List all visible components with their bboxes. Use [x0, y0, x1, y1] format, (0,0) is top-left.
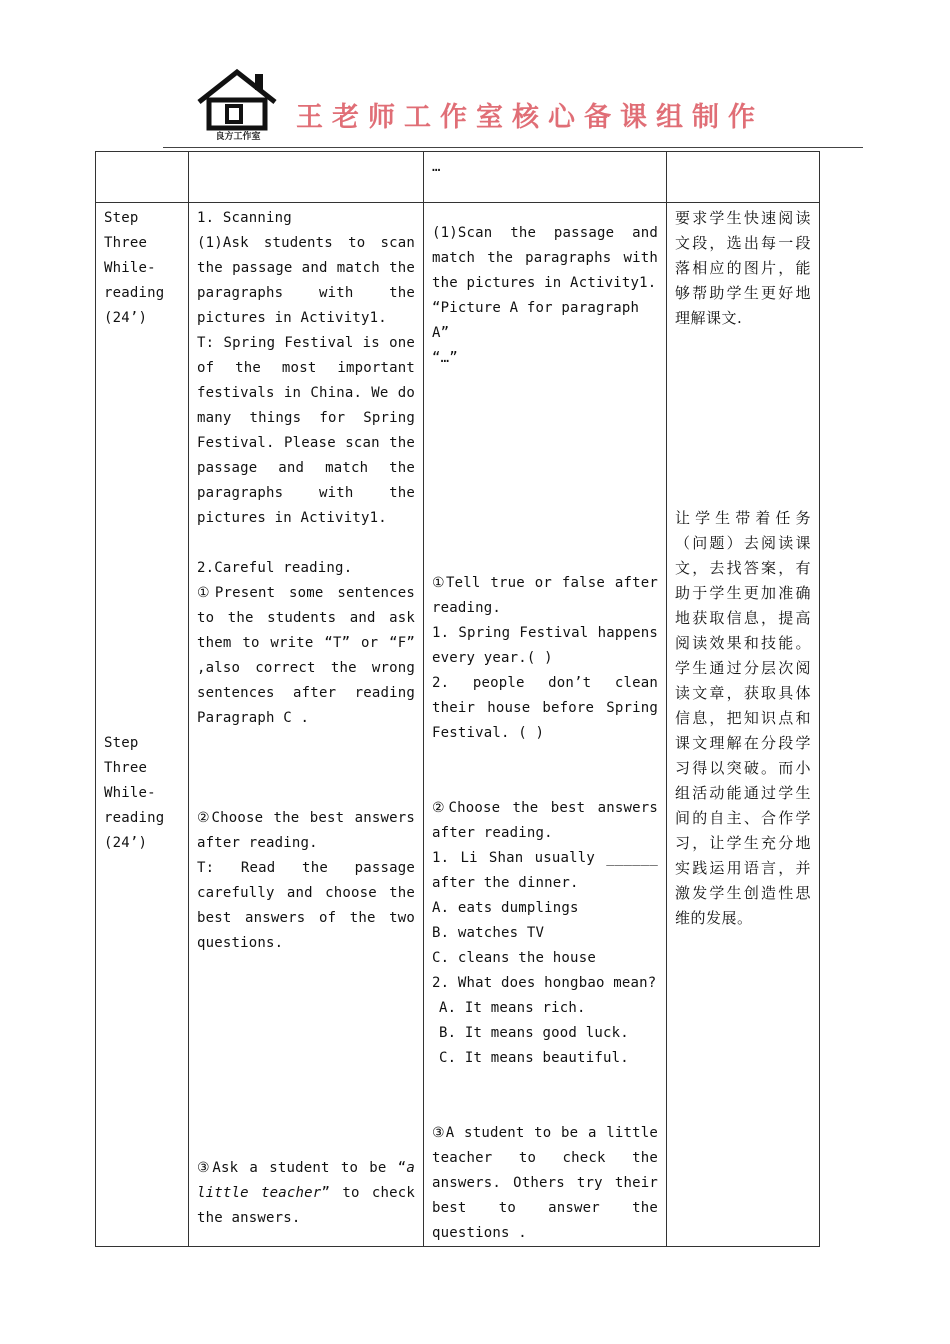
- little-teacher-text-end: ” to check the answers.: [197, 1185, 415, 1226]
- question-1-option: B. watches TV: [432, 925, 545, 941]
- true-false-item: 2. people don’t clean their house before Spring Festival. ( ): [432, 675, 658, 741]
- true-false-heading: ①Tell true or false after reading.: [432, 575, 658, 616]
- little-teacher-text: ③Ask a student to be “: [197, 1160, 407, 1176]
- question-1-option: C. cleans the house: [432, 950, 596, 966]
- careful-reading-heading: 2.Careful reading.: [197, 560, 353, 576]
- true-false-instruction: ①Present some sentences to the students and ask them to write “T” or “F” ,also correct the wrong sentences after reading Paragraph C .: [197, 585, 415, 726]
- question-2-option: B. It means good luck.: [439, 1025, 629, 1041]
- student-activity-cell: [424, 152, 667, 203]
- scanning-heading: 1. Scanning: [197, 210, 292, 226]
- question-2-option: A. It means rich.: [439, 1000, 586, 1016]
- stage-cell: [96, 203, 189, 1247]
- question-1: 1. Li Shan usually ______ after the dinner.: [432, 850, 658, 891]
- stage-name-cont: reading: [104, 285, 165, 301]
- stage-name: While-: [104, 785, 156, 801]
- continuation-ellipsis: …: [432, 159, 441, 175]
- teacher-activity-cell: [189, 152, 424, 203]
- stage-duration: (24’): [104, 835, 148, 851]
- choose-answers-teacher-talk: T: Read the passage carefully and choose the best answers of the two questions.: [197, 860, 415, 951]
- purpose-scanning: 要求学生快速阅读文段，选出每一段落相应的图片，能够帮助学生更好地理解课文.: [675, 209, 811, 327]
- scanning-instruction: (1)Ask students to scan the passage and match the paragraphs with the pictures in Activity1.: [197, 235, 415, 326]
- header-title: 王老师工作室核心备课组制作: [296, 102, 764, 133]
- stage-name: While-: [104, 260, 156, 276]
- header-divider: [163, 147, 863, 148]
- stage-step: Step: [104, 735, 139, 751]
- little-teacher-emphasis: a little teacher: [197, 1160, 415, 1201]
- stage-number: Three: [104, 760, 148, 776]
- student-activity-cell: [424, 203, 667, 1247]
- little-teacher-instruction: [197, 1156, 415, 1231]
- teacher-activity-cell: [189, 203, 424, 1247]
- question-2: 2. What does hongbao mean?: [432, 975, 657, 991]
- logo-caption: 良方工作室: [215, 132, 261, 142]
- purpose-cell: [667, 152, 820, 203]
- scan-ellipsis: “…”: [432, 350, 458, 366]
- little-teacher-task: ③A student to be a little teacher to check the answers. Others try their best to answer the questions .: [432, 1125, 658, 1241]
- scan-task: (1)Scan the passage and match the paragraphs with the pictures in Activity1.: [432, 225, 658, 291]
- choose-answers-heading: ②Choose the best answers after reading.: [432, 800, 658, 841]
- true-false-item: 1. Spring Festival happens every year.( ): [432, 625, 658, 666]
- stage-step: Step: [104, 210, 139, 226]
- stage-name-cont: reading: [104, 810, 165, 826]
- purpose-cell: [667, 203, 820, 1247]
- lesson-plan-table: [95, 151, 820, 1247]
- stage-number: Three: [104, 235, 148, 251]
- page-header: [0, 0, 950, 150]
- question-2-option: C. It means beautiful.: [439, 1050, 629, 1066]
- scanning-teacher-talk: T: Spring Festival is one of the most important festivals in China. We do many things for Spring Festival. Please scan the passage and match the paragraphs with the pictures in Activity1.: [197, 335, 415, 526]
- table-row: [96, 152, 820, 203]
- stage-duration: (24’): [104, 310, 148, 326]
- question-1-option: A. eats dumplings: [432, 900, 579, 916]
- choose-answers-instruction: ②Choose the best answers after reading.: [197, 810, 415, 851]
- stage-cell: [96, 152, 189, 203]
- purpose-careful-reading: 让学生带着任务（问题）去阅读课文，去找答案，有助于学生更加准确地获取信息，提高阅读效果和技能。学生通过分层次阅读文章，获取具体信息，把知识点和课文理解在分段学习得以突破。而小组活动能通过学生间的自主、合作学习，让学生充分地实践运用语言，并激发学生创造性思维的发展。: [675, 509, 811, 927]
- table-row: [96, 203, 820, 1247]
- scan-example: “Picture A for paragraph A”: [432, 300, 640, 341]
